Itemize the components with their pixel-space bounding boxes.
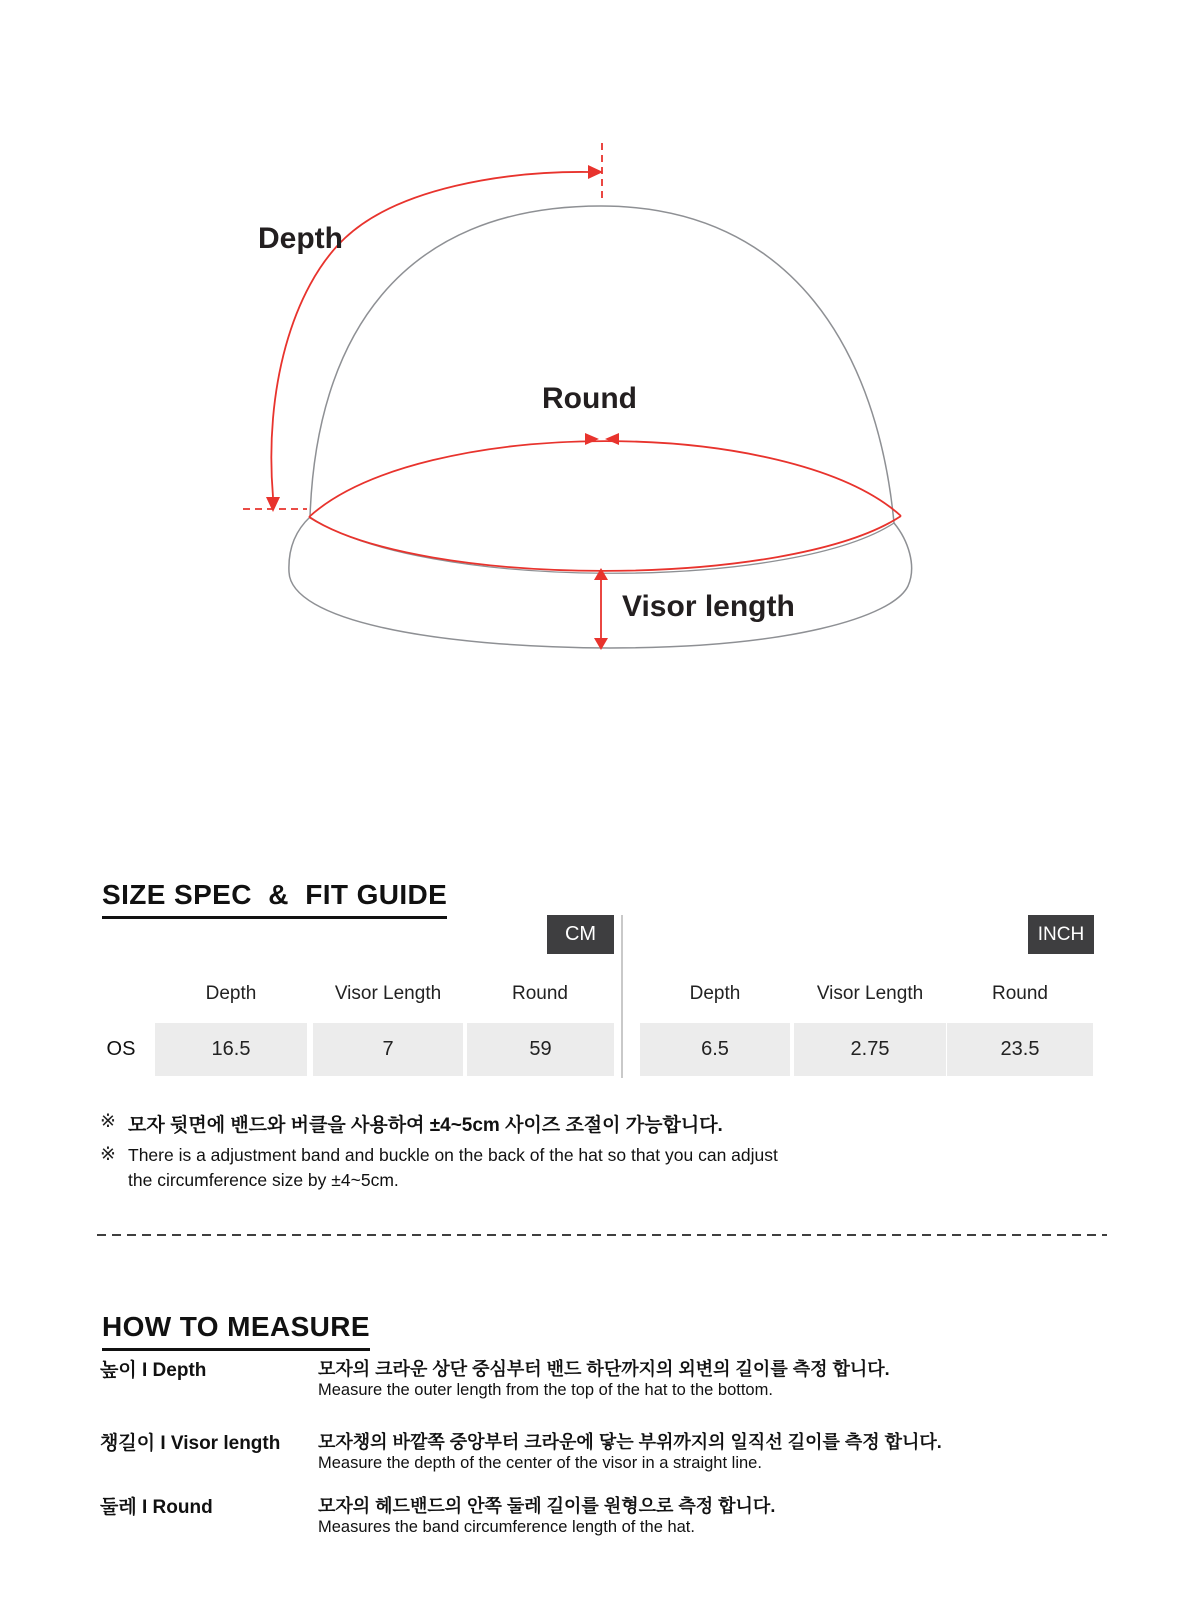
round-arrowhead-right — [605, 433, 619, 445]
how-to-measure-title: HOW TO MEASURE — [102, 1311, 370, 1351]
round-ellipse-bottom — [309, 516, 901, 571]
note-marker-icon: ※ — [100, 1144, 116, 1165]
cm-inch-divider — [621, 915, 623, 1078]
round-arrowhead-left — [585, 433, 599, 445]
depth-arrow — [271, 172, 589, 497]
inch-col-depth: Depth — [689, 983, 741, 1004]
measure-depth-desc-en: Measure the outer length from the top of the hat to the bottom. — [318, 1381, 773, 1399]
cm-visor-length-value: 7 — [313, 1023, 463, 1076]
inch-col-round: Round — [992, 983, 1048, 1004]
measure-round-desc-en: Measures the band circumference length of the hat. — [318, 1518, 695, 1536]
measure-round-desc-kr: 모자의 헤드밴드의 안쪽 둘레 길이를 원형으로 측정 합니다. — [318, 1496, 776, 1516]
round-ellipse-top — [309, 441, 901, 517]
adjustment-note-kr — [100, 1110, 723, 1137]
note-marker-icon: ※ — [100, 1111, 116, 1132]
cm-col-depth: Depth — [205, 983, 257, 1004]
depth-label: Depth — [258, 222, 343, 255]
crown-outline — [310, 206, 894, 523]
dashed-separator — [97, 1234, 1107, 1236]
hat-diagram-svg — [0, 0, 1200, 700]
inch-unit-badge: INCH — [1028, 915, 1094, 954]
size-spec-title: SIZE SPEC & FIT GUIDE — [102, 879, 447, 919]
inch-depth-value: 6.5 — [640, 1023, 790, 1076]
cm-depth-value: 16.5 — [155, 1023, 307, 1076]
inch-visor-length-value: 2.75 — [794, 1023, 946, 1076]
adjustment-note-en-line2: the circumference size by ±4~5cm. — [128, 1170, 399, 1190]
cm-round-value: 59 — [467, 1023, 614, 1076]
measure-visor-desc-kr: 모자챙의 바깥쪽 중앙부터 크라운에 닿는 부위까지의 일직선 길이를 측정 합니다. — [318, 1432, 942, 1452]
inch-col-visor-length: Visor Length — [816, 983, 924, 1004]
inch-round-value: 23.5 — [947, 1023, 1093, 1076]
cm-col-visor-length: Visor Length — [334, 983, 442, 1004]
adjustment-note-en — [100, 1143, 778, 1193]
adjustment-note-kr-text: 모자 뒷면에 밴드와 버클을 사용하여 ±4~5cm 사이즈 조절이 가능합니다. — [128, 1115, 723, 1136]
measure-round-label: 둘레 I Round — [100, 1497, 213, 1518]
visor-arrowhead-up — [594, 568, 608, 580]
measure-visor-desc-en: Measure the depth of the center of the visor in a straight line. — [318, 1454, 762, 1472]
adjustment-note-en-line1: There is a adjustment band and buckle on the back of the hat so that you can adjust — [128, 1145, 778, 1165]
measure-depth-desc-kr: 모자의 크라운 상단 중심부터 밴드 하단까지의 외변의 길이를 측정 합니다. — [318, 1359, 890, 1379]
size-row-label: OS — [106, 1038, 136, 1060]
visor-length-label: Visor length — [622, 590, 795, 623]
measure-depth-label: 높이 I Depth — [100, 1360, 207, 1381]
band-curve — [310, 517, 894, 573]
cm-unit-badge: CM — [547, 915, 614, 954]
depth-arrowhead-top — [588, 165, 603, 179]
round-label: Round — [542, 382, 637, 415]
adjustment-note-en-text — [128, 1143, 778, 1193]
cm-col-round: Round — [512, 983, 568, 1004]
measure-visor-label: 챙길이 I Visor length — [100, 1433, 281, 1454]
